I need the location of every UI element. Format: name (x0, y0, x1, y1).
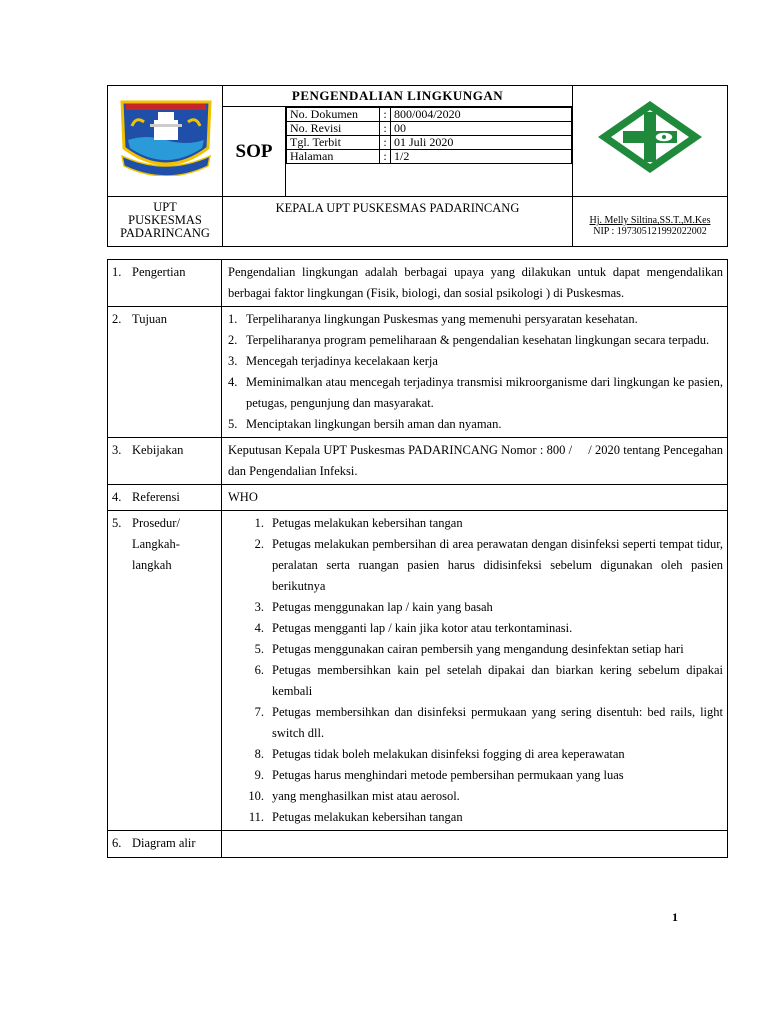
signatory-nip: NIP : 197305121992022002 (593, 226, 707, 238)
list-item: 1. Terpeliharanya lingkungan Puskesmas yang memenuhi persyaratan kesehatan. (228, 312, 638, 326)
section-label (108, 307, 222, 438)
document-meta-cell (286, 107, 573, 197)
list-item: 5. Petugas menggunakan cairan pembersih yang mengandung desinfektan setiap hari (254, 642, 684, 656)
banten-province-emblem-icon (116, 98, 216, 176)
right-logo-cell (573, 86, 728, 197)
section-list-cell (222, 511, 728, 831)
section-title: Pengertian (132, 265, 186, 279)
section-title: Kebijakan (132, 443, 184, 457)
list-item: 2. Petugas melakukan pembersihan di area perawatan dengan disinfeksi seperti tempat tidur, peralatan serta ruangan pasien harus didisinfeksi sebelum digunakan oleh pasien berikutnya (254, 537, 723, 593)
objectives-list (228, 309, 723, 435)
section-title: Langkah- (132, 537, 180, 551)
list-item: 7. Petugas membersihkan dan disinfeksi permukaan yang sering disentuh: bed rails, light switch dll. (254, 705, 723, 740)
meta-value: 00 (391, 122, 572, 136)
section-label (108, 438, 222, 485)
list-item: 8. Petugas tidak boleh melakukan disinfeksi fogging di area keperawatan (254, 747, 625, 761)
list-item: 9. Petugas harus menghindari metode pembersihan permukaan yang luas (254, 768, 624, 782)
section-label (108, 260, 222, 307)
section-label (108, 831, 222, 858)
meta-key: Tgl. Terbit (287, 136, 380, 150)
meta-row (287, 150, 572, 164)
procedure-list (228, 513, 723, 828)
document-meta (286, 107, 572, 164)
section-text: WHO (222, 485, 728, 511)
meta-colon: : (380, 108, 391, 122)
list-item: 4. Petugas mengganti lap / kain jika kotor atau terkontaminasi. (254, 621, 573, 635)
section-title: Tujuan (132, 312, 167, 326)
section-list-cell (222, 307, 728, 438)
unit-line: PADARINCANG (120, 226, 210, 241)
section-row (108, 438, 728, 485)
meta-value: 800/004/2020 (391, 108, 572, 122)
list-item: 3. Mencegah terjadinya kecelakaan kerja (228, 354, 438, 368)
meta-value: 01 Juli 2020 (391, 136, 572, 150)
section-number: 1. (112, 265, 122, 279)
meta-row (287, 108, 572, 122)
section-number: 5. (112, 516, 122, 530)
list-item: 1. Petugas melakukan kebersihan tangan (254, 516, 463, 530)
section-number: 3. (112, 443, 122, 457)
section-number: 4. (112, 490, 122, 504)
list-item: 2. Terpeliharanya program pemeliharaan & pengendalian kesehatan lingkungan secara terpadu. (228, 333, 710, 347)
unit-cell (108, 197, 223, 247)
section-row (108, 511, 728, 831)
list-item: 11. Petugas melakukan kebersihan tangan (248, 810, 463, 824)
section-number: 2. (112, 312, 122, 326)
section-label (108, 511, 222, 831)
document-title: PENGENDALIAN LINGKUNGAN (223, 86, 573, 107)
list-item: 10. yang menghasilkan mist atau aerosol. (248, 789, 460, 803)
section-row (108, 485, 728, 511)
meta-row (287, 136, 572, 150)
document-header (107, 85, 728, 247)
section-text (222, 831, 728, 858)
sop-content-table (107, 259, 728, 858)
page-number: 1 (672, 910, 678, 924)
list-item: 3. Petugas menggunakan lap / kain yang basah (254, 600, 493, 614)
meta-row (287, 122, 572, 136)
section-row (108, 307, 728, 438)
meta-colon: : (380, 122, 391, 136)
section-label (108, 485, 222, 511)
meta-colon: : (380, 150, 391, 164)
section-title: Referensi (132, 490, 180, 504)
sop-label: SOP (223, 107, 286, 197)
unit-line: UPT (153, 200, 177, 215)
list-item: 4. Meminimalkan atau mencegah terjadinya transmisi mikroorganisme dari lingkungan ke pasien, petugas, pengunjung dan masyarakat. (228, 375, 723, 410)
meta-value: 1/2 (391, 150, 572, 164)
left-logo-cell (108, 86, 223, 197)
meta-colon: : (380, 136, 391, 150)
section-text: Keputusan Kepala UPT Puskesmas PADARINCANG Nomor : 800 / / 2020 tentang Pencegahan dan Pengendalian Infeksi. (222, 438, 728, 485)
list-item: 5. Menciptakan lingkungan bersih aman dan nyaman. (228, 417, 502, 431)
meta-key: No. Revisi (287, 122, 380, 136)
section-number: 6. (112, 836, 122, 850)
meta-key: Halaman (287, 150, 380, 164)
puskesmas-logo-icon (595, 98, 705, 176)
section-title: Prosedur/ (132, 516, 180, 530)
unit-line: PUSKESMAS (128, 213, 202, 228)
signatory-name: Hj. Melly Siltina,SS.T.,M.Kes (589, 215, 711, 227)
section-title: Diagram alir (132, 836, 196, 850)
section-row (108, 260, 728, 307)
section-text: Pengendalian lingkungan adalah berbagai upaya yang dilakukan untuk dapat mengendalikan berbagai faktor lingkungan (Fisik, biologi, dan sosial psikologi ) di Puskesmas. (222, 260, 728, 307)
head-of-unit: KEPALA UPT PUSKESMAS PADARINCANG (223, 197, 573, 247)
section-title: langkah (132, 558, 172, 572)
signature-cell (573, 197, 728, 247)
section-row (108, 831, 728, 858)
list-item: 6. Petugas membersihkan kain pel setelah dipakai dan biarkan kering sebelum dipakai kembali (254, 663, 723, 698)
meta-key: No. Dokumen (287, 108, 380, 122)
